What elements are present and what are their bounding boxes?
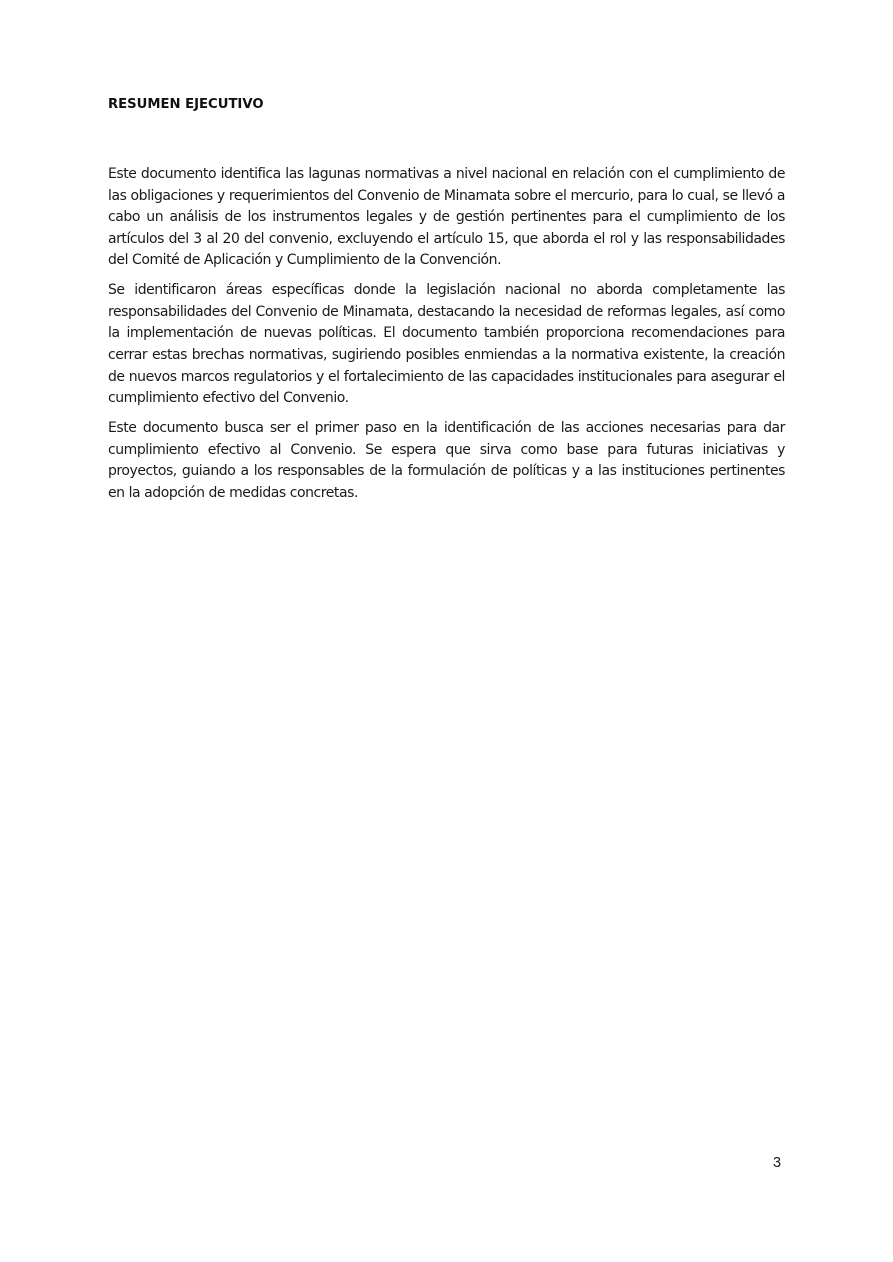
paragraph: Este documento busca ser el primer paso en la identificación de las acciones necesarias para dar cumplimiento efectivo al Convenio. Se espera que sirva como base para futuras iniciativas y proyectos, guiando a los responsables de la formulación de políticas y a las instituciones pertinentes en la adopción de medidas concretas. bbox=[108, 419, 785, 501]
paragraph: Este documento identifica las lagunas normativas a nivel nacional en relación con el cumplimiento de las obligaciones y requerimientos del Convenio de Minamata sobre el mercurio, para lo cual, se llevó a cabo un análisis de los instrumentos legales y de gestión pertinentes para el cumplimiento de los artículos del 3 al 20 del convenio, excluyendo el artículo 15, que aborda el rol y las responsabilidades del Comité de Aplicación y Cumplimiento de la Convención. bbox=[108, 166, 785, 269]
section-heading: RESUMEN EJECUTIVO bbox=[108, 97, 264, 112]
page-number: 3 bbox=[773, 1155, 782, 1171]
paragraph: Se identificaron áreas específicas donde la legislación nacional no aborda completamente las responsabilidades del Convenio de Minamata, destacando la necesidad de reformas legales, así como la implementación de nuevas políticas. El documento también proporciona recomendaciones para cerrar estas brechas normativas, sugiriendo posibles enmiendas a la normativa existente, la creación de nuevos marcos regulatorios y el fortalecimiento de las capacidades institucionales para asegurar el cumplimiento efectivo del Convenio. bbox=[108, 282, 785, 407]
body-text bbox=[108, 164, 785, 512]
